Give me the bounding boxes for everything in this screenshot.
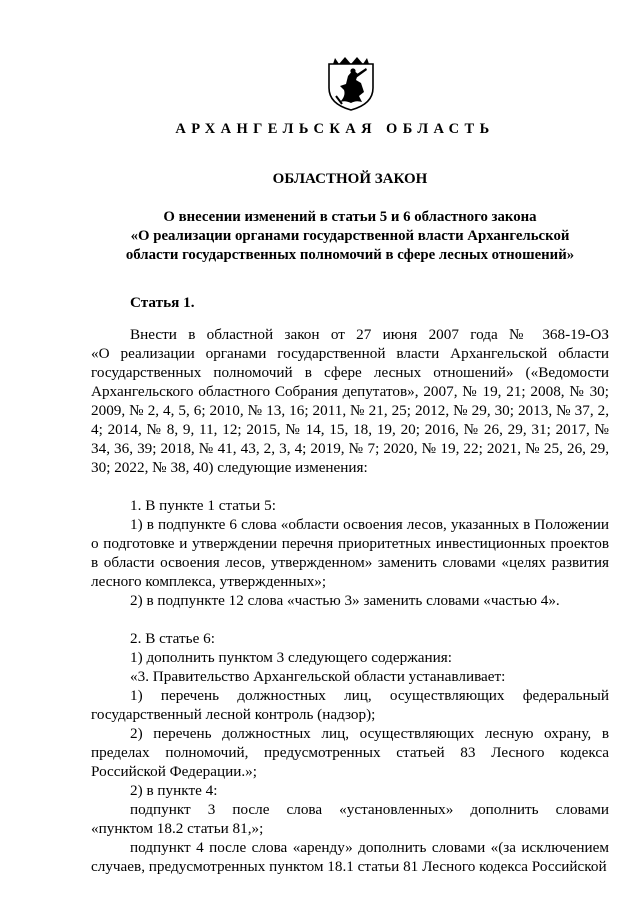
item-2-sub-1: 1) дополнить пунктом 3 следующего содержания: — [130, 649, 452, 666]
intro-first-line: Внести в областной закон от 27 июня 2007 года № 368-19-ОЗ — [130, 326, 609, 343]
law-title-line: О внесении изменений в статьи 5 и 6 областного закона — [163, 209, 537, 225]
item-2-sub-2a-first: подпункт 3 после слова «установленных» дополнить словами — [130, 801, 609, 818]
item-2-quote-1-rest: государственный лесной контроль (надзор); — [91, 706, 376, 723]
law-type: ОБЛАСТНОЙ ЗАКОН — [272, 171, 428, 187]
item-2-quote-1-first: 1) перечень должностных лиц, осуществляющих федеральный — [130, 687, 609, 704]
item-2-sub-2a-rest: «пунктом 18.2 статьи 81,»; — [91, 820, 264, 837]
item-2-sub-2b: подпункт 4 после слова «аренду» дополнить словами «(за исключением случаев, предусмотренных пунктом 18.1 статьи 81 Лесного кодекса Российской — [91, 839, 609, 875]
item-1-heading: 1. В пункте 1 статьи 5: — [130, 497, 276, 514]
region-name: АРХАНГЕЛЬСКАЯ ОБЛАСТЬ — [175, 121, 495, 137]
intro-paragraph: «О реализации органами государственной власти Архангельской области государственных полномочий в сфере лесных отношений» («Ведомости Архангельского областного Собрания депутатов», 2007, № 19, 21; 2008, № 30; 2009, № 2, 4, 5, 6; 2010, № 13, 16; 2011, № 21, 25; 2012, № 29, 30; 2013, № 37, 2, 4; 2014, № 8, 9, 11, 12; 2015, № 14, 15, 18, 19, 20; 2016, № 26, 29, 31; 2017, № 34, 36, 39; 2018, № 41, 43, 2, 3, 4; 2019, № 7; 2020, № 19, 22; 2021, № 25, 26, 29, 30; 2022, № 38, 40) следующие изменения: — [91, 345, 609, 476]
law-title-line: области государственных полномочий в сфере лесных отношений» — [125, 247, 575, 263]
law-title — [110, 208, 590, 265]
article-heading: Статья 1. — [130, 294, 195, 311]
article-body — [91, 325, 609, 876]
item-2-sub-2: 2) в пункте 4: — [130, 782, 218, 799]
item-2-quote: «3. Правительство Архангельской области устанавливает: — [130, 668, 506, 685]
item-1-sub-2: 2) в подпункте 12 слова «частью 3» заменить словами «частью 4». — [130, 592, 560, 609]
item-2-heading: 2. В статье 6: — [130, 630, 215, 647]
item-1-sub-1: 1) в подпункте 6 слова «области освоения лесов, указанных в Положении о подготовке и утверждении перечня приоритетных инвестиционных проектов в области освоения лесов, утвержденном» заменить словами «целях развития лесного комплекса, утвержденных»; — [91, 516, 609, 590]
law-title-line: «О реализации органами государственной власти Архангельской — [130, 228, 570, 244]
item-2-quote-2: 2) перечень должностных лиц, осуществляющих лесную охрану, в пределах полномочий, предусмотренных статьей 83 Лесного кодекса Российской Федерации.»; — [91, 725, 609, 780]
coat-of-arms-icon — [326, 56, 376, 112]
